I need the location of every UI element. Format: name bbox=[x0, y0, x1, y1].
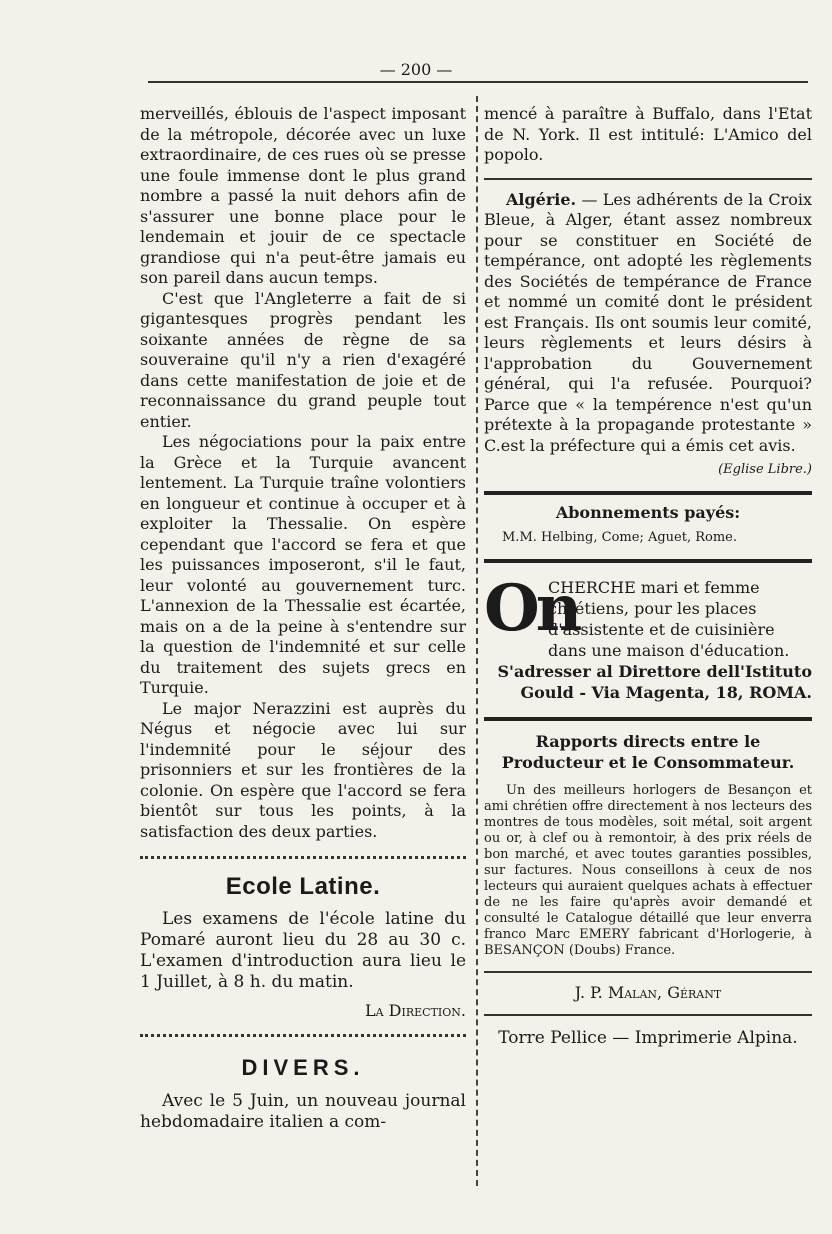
section-divider bbox=[484, 971, 812, 973]
ecole-latine-text: Les examens de l'école latine du Pomaré auront lieu du 28 au 30 c. L'examen d'introduction aura lieu le 1 Juillet, à 8 h. du matin. bbox=[140, 909, 466, 992]
abonnements-heading: Abonnements payés: bbox=[555, 503, 741, 522]
section-divider bbox=[484, 178, 812, 180]
divers-text: Avec le 5 Juin, un nouveau journal hebdomadaire italien a com- bbox=[140, 1091, 466, 1132]
algerie-lead: Algérie. bbox=[506, 189, 577, 209]
rapports-heading: Rapports directs entre le Producteur et le Consommateur. bbox=[501, 732, 795, 772]
ecole-latine-heading: Ecole Latine. bbox=[225, 873, 381, 900]
algerie-paragraph: Algérie. — Les adhérents de la Croix Bleue, à Alger, étant assez nombreux pour se constituer en Société de tempérance, ont adopté les règlements des Sociétés de tempérance de France et nommé un comité dont le président est Français. Ils ont soumis leur comité, leurs règlements et leurs désirs à l'approbation du Gouvernement général, qui l'a refusée. Pourquoi? Parce que « la tempérence n'est qu'un prétexte à la propagande protestante » C.est la préfecture qui a émis cet avis. bbox=[484, 189, 812, 455]
imprimerie-line: Torre Pellice — Imprimerie Alpina. bbox=[498, 1028, 798, 1048]
header-rule bbox=[148, 81, 808, 83]
divers-continuation: mencé à paraître à Buffalo, dans l'Etat de N. York. Il est intitulé: L'Amico del popolo. bbox=[484, 104, 812, 164]
section-divider bbox=[140, 1034, 466, 1037]
section-divider bbox=[484, 491, 812, 495]
gerant-signature: J. P. Malan, Gérant bbox=[574, 983, 722, 1002]
advertisement bbox=[484, 571, 812, 703]
ad-contact: S'adresser al Direttore dell'Istituto Gould - Via Magenta, 18, ROMA. bbox=[497, 662, 812, 702]
section-divider bbox=[484, 717, 812, 721]
ad-text: CHERCHE mari et femme chrétiens, pour les places d'assistente et de cuisinière dans une maison d'éducation. bbox=[548, 578, 790, 660]
rapports-text: Un des meilleurs horlogers de Besançon et ami chrétien offre directement à nos lecteurs des montres de tous modèles, soit métal, soit argent ou or, à clef ou à remontoir, à des prix réels de bon marché, et avec toutes garanties possibles, sur factures. Nous conseillons à ceux de nos lecteurs qui auraient quelques achats à effectuer de ne les faire qu'après avoir demandé et consulté le Catalogue détaillé que leur enverra franco Marc EMERY fabricant d'Horlogerie, à BESANÇON (Doubs) France. bbox=[484, 783, 812, 958]
ecole-latine-signature: La Direction. bbox=[365, 1001, 466, 1020]
column-separator bbox=[476, 96, 478, 1186]
left-column bbox=[140, 104, 466, 1133]
abonnements-names: M.M. Helbing, Come; Aguet, Rome. bbox=[502, 530, 737, 545]
paragraph: merveillés, éblouis de l'aspect imposant de la métropole, décorée avec un luxe extraordinaire, de ces rues où se presse une foule immense dont le plus grand nombre a passé la nuit dehors afin de s'assurer une bonne place pour le lendemain et jouir de ce spectacle grandiose qui n'a peut-être jamais eu son pareil dans aucun temps. bbox=[140, 104, 466, 287]
paragraph: C'est que l'Angleterre a fait de si gigantesques progrès pendant les soixante années de règne de sa souveraine qu'il n'y a rien d'exagéré dans cette manifestation de joie et de reconnaissance du grand peuple tout entier. bbox=[140, 288, 466, 431]
page-number: — 200 — bbox=[379, 60, 453, 79]
section-divider bbox=[484, 559, 812, 563]
algerie-source: (Eglise Libre.) bbox=[718, 462, 812, 477]
ad-drop-cap: On bbox=[484, 571, 579, 646]
divers-heading: DIVERS. bbox=[241, 1055, 365, 1080]
paragraph: Le major Nerazzini est auprès du Négus et négocie avec lui sur l'indemnité pour le séjour des prisonniers et sur les frontières de la colonie. On espère que l'accord se fera bientôt sur tous les points, à la satisfaction des deux parties. bbox=[140, 698, 466, 841]
paragraph: Les négociations pour la paix entre la Grèce et la Turquie avancent lentement. La Turquie traîne volontiers en longueur et continue à occuper et à exploiter la Thessalie. On espère cependant que l'accord se fera et que les puissances imposeront, s'il le faut, leur volonté au gouvernement turc. L'annexion de la Thessalie est écartée, mais on a de la peine à s'entendre sur la question de l'indemnité et sur celle du traitement des sujets grecs en Turquie. bbox=[140, 432, 466, 697]
section-divider bbox=[484, 1014, 812, 1016]
section-divider bbox=[140, 856, 466, 859]
right-column bbox=[484, 104, 812, 1048]
